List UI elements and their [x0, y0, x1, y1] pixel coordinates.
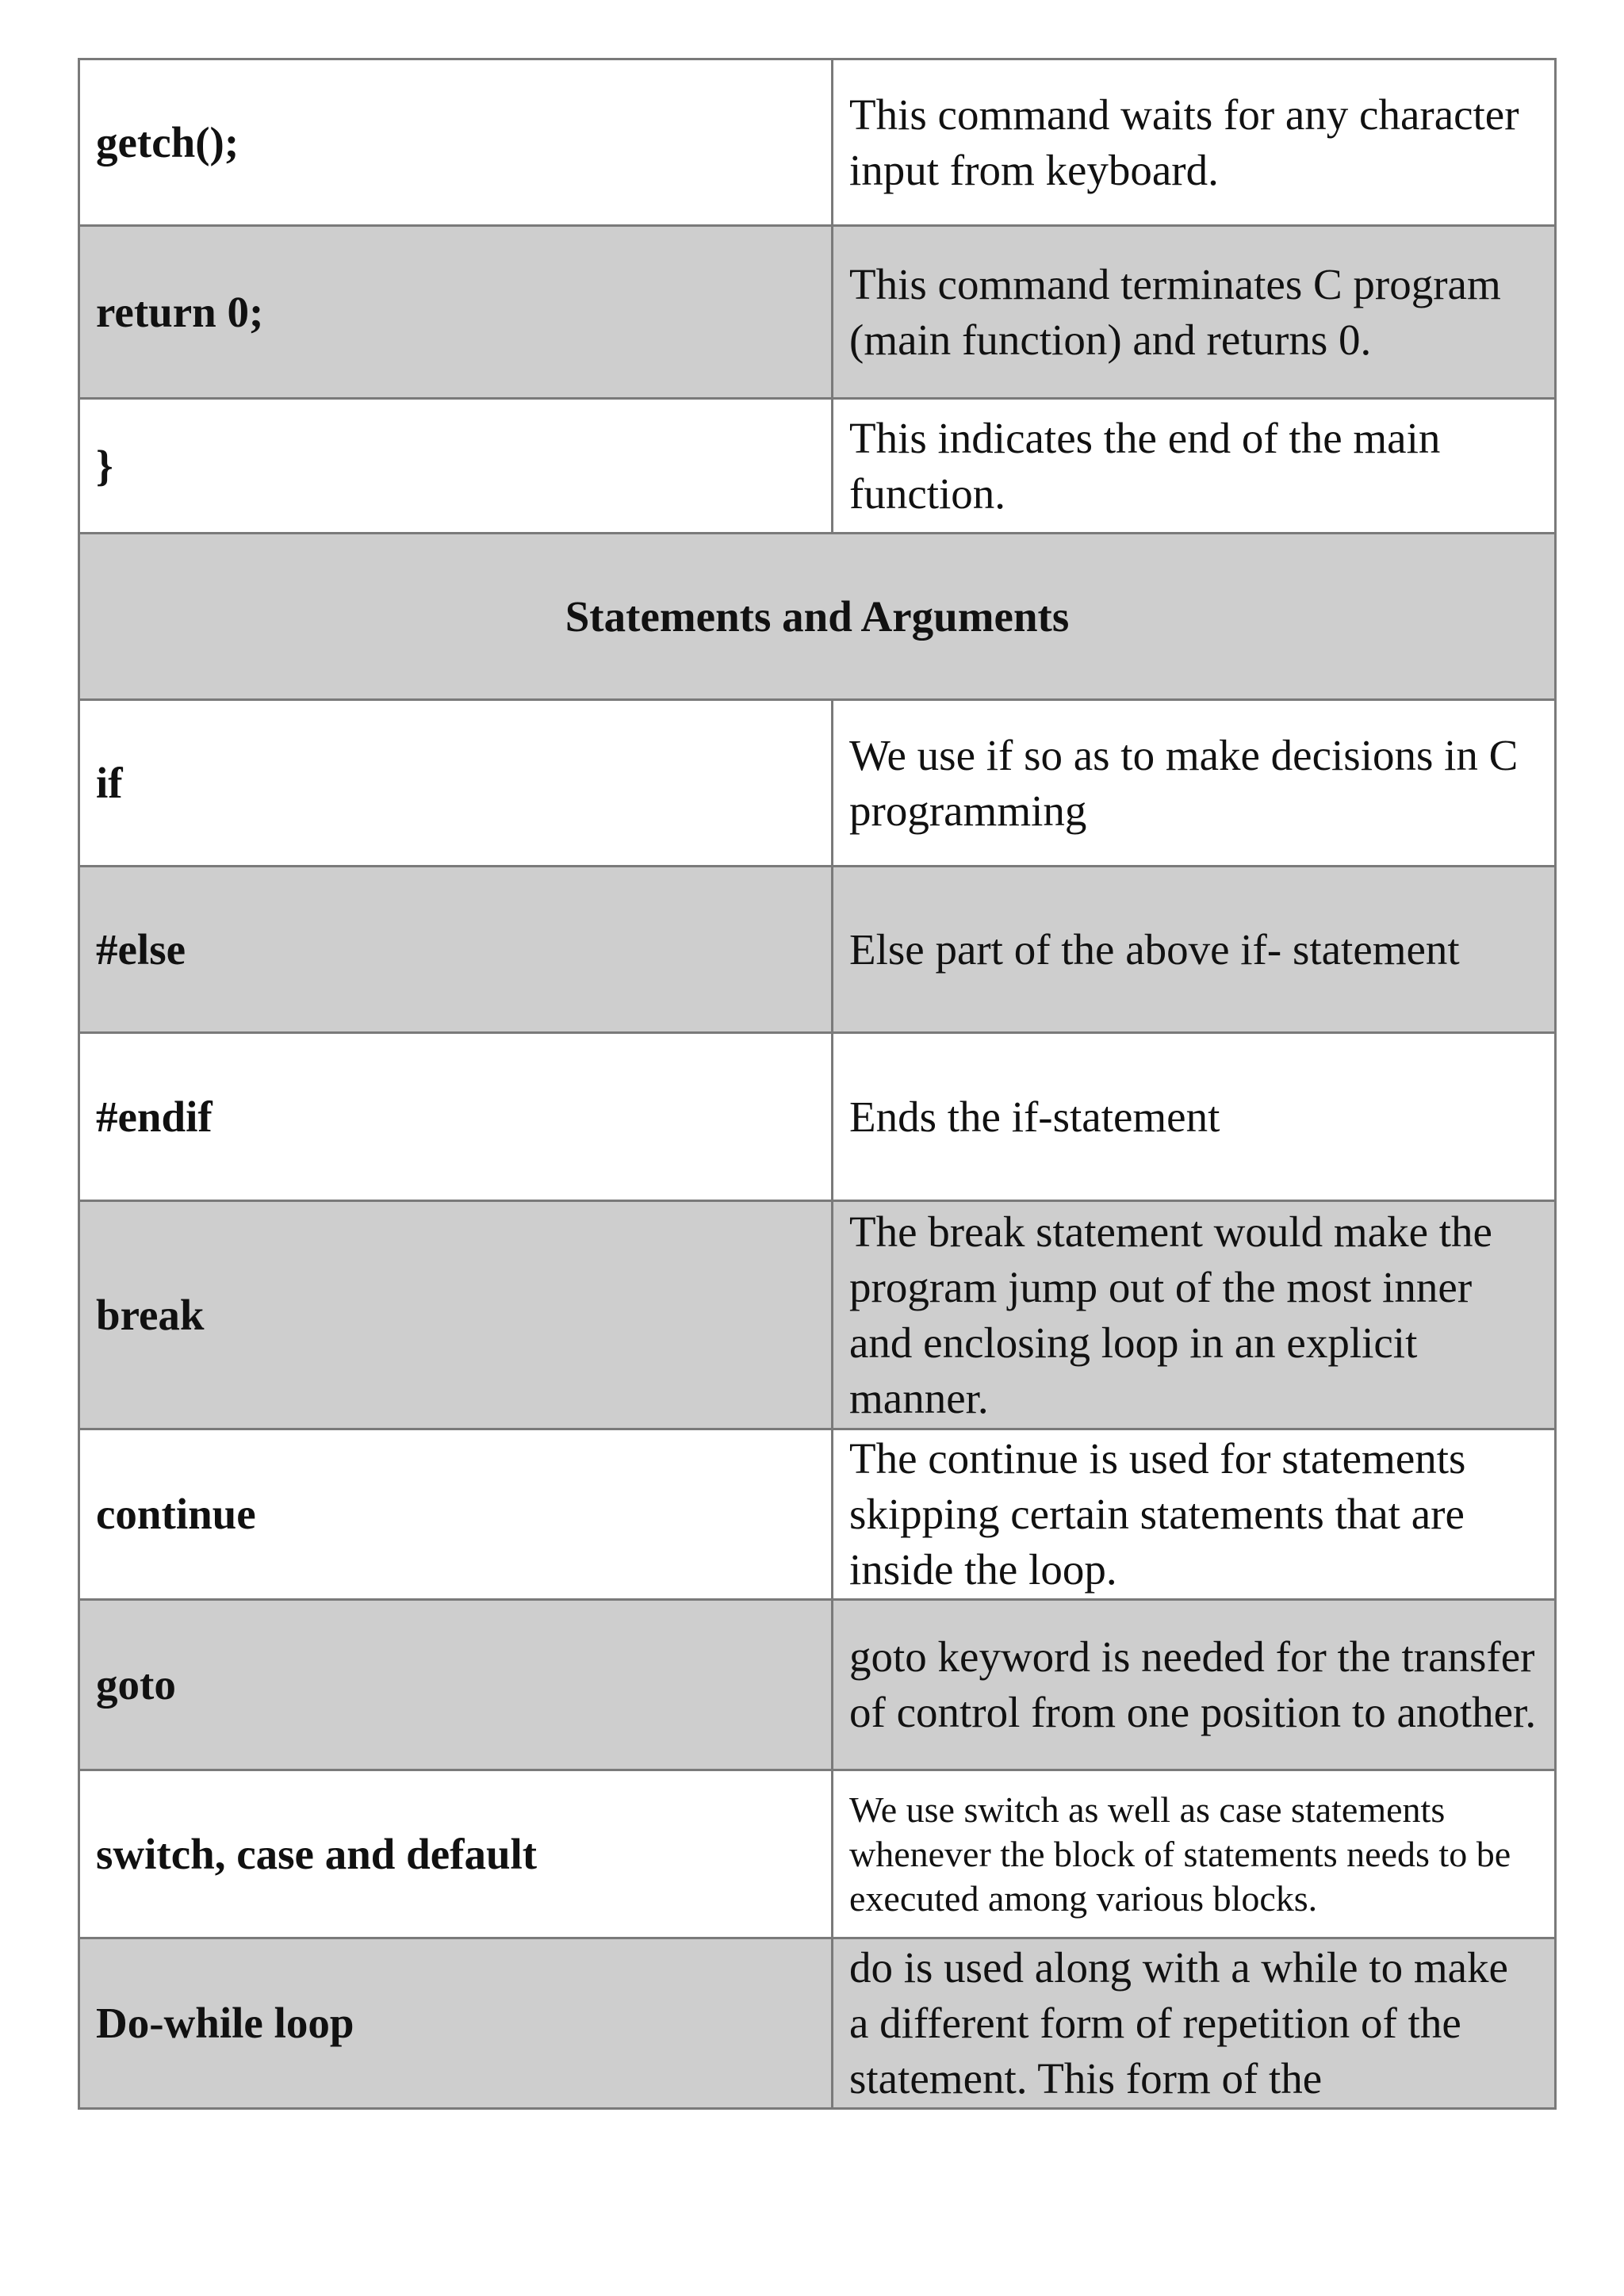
table-row — [79, 1600, 1556, 1770]
description-cell: We use switch as well as case statements whenever the block of statements needs to be executed among various blocks. — [833, 1770, 1556, 1938]
description-cell: goto keyword is needed for the transfer of control from one position to another. — [833, 1600, 1556, 1770]
table-row — [79, 700, 1556, 867]
code-cell: break — [79, 1201, 833, 1429]
command-reference-table — [78, 58, 1557, 2110]
section-title: Statements and Arguments — [79, 534, 1556, 700]
description-cell: The break statement would make the program jump out of the most inner and enclosing loop in an explicit manner. — [833, 1201, 1556, 1429]
table-row — [79, 1938, 1556, 2109]
table-row — [79, 1429, 1556, 1600]
table-row — [79, 399, 1556, 534]
table-row — [79, 867, 1556, 1033]
code-cell: #else — [79, 867, 833, 1033]
table-row — [79, 1033, 1556, 1201]
description-cell: This indicates the end of the main function. — [833, 399, 1556, 534]
code-cell: } — [79, 399, 833, 534]
code-cell: if — [79, 700, 833, 867]
code-cell: return 0; — [79, 226, 833, 399]
description-cell: do is used along with a while to make a different form of repetition of the statement. This form of the — [833, 1938, 1556, 2109]
description-cell: We use if so as to make decisions in C programming — [833, 700, 1556, 867]
table-row — [79, 1201, 1556, 1429]
code-cell: #endif — [79, 1033, 833, 1201]
table-row — [79, 226, 1556, 399]
table-row — [79, 59, 1556, 226]
description-cell: Else part of the above if- statement — [833, 867, 1556, 1033]
description-cell: This command terminates C program (main function) and returns 0. — [833, 226, 1556, 399]
code-cell: goto — [79, 1600, 833, 1770]
description-cell: The continue is used for statements skipping certain statements that are inside the loop. — [833, 1429, 1556, 1600]
table-row — [79, 1770, 1556, 1938]
section-header-row — [79, 534, 1556, 700]
code-cell: continue — [79, 1429, 833, 1600]
code-cell: switch, case and default — [79, 1770, 833, 1938]
description-cell: This command waits for any character input from keyboard. — [833, 59, 1556, 226]
code-cell: getch(); — [79, 59, 833, 226]
code-cell: Do-while loop — [79, 1938, 833, 2109]
description-cell: Ends the if-statement — [833, 1033, 1556, 1201]
